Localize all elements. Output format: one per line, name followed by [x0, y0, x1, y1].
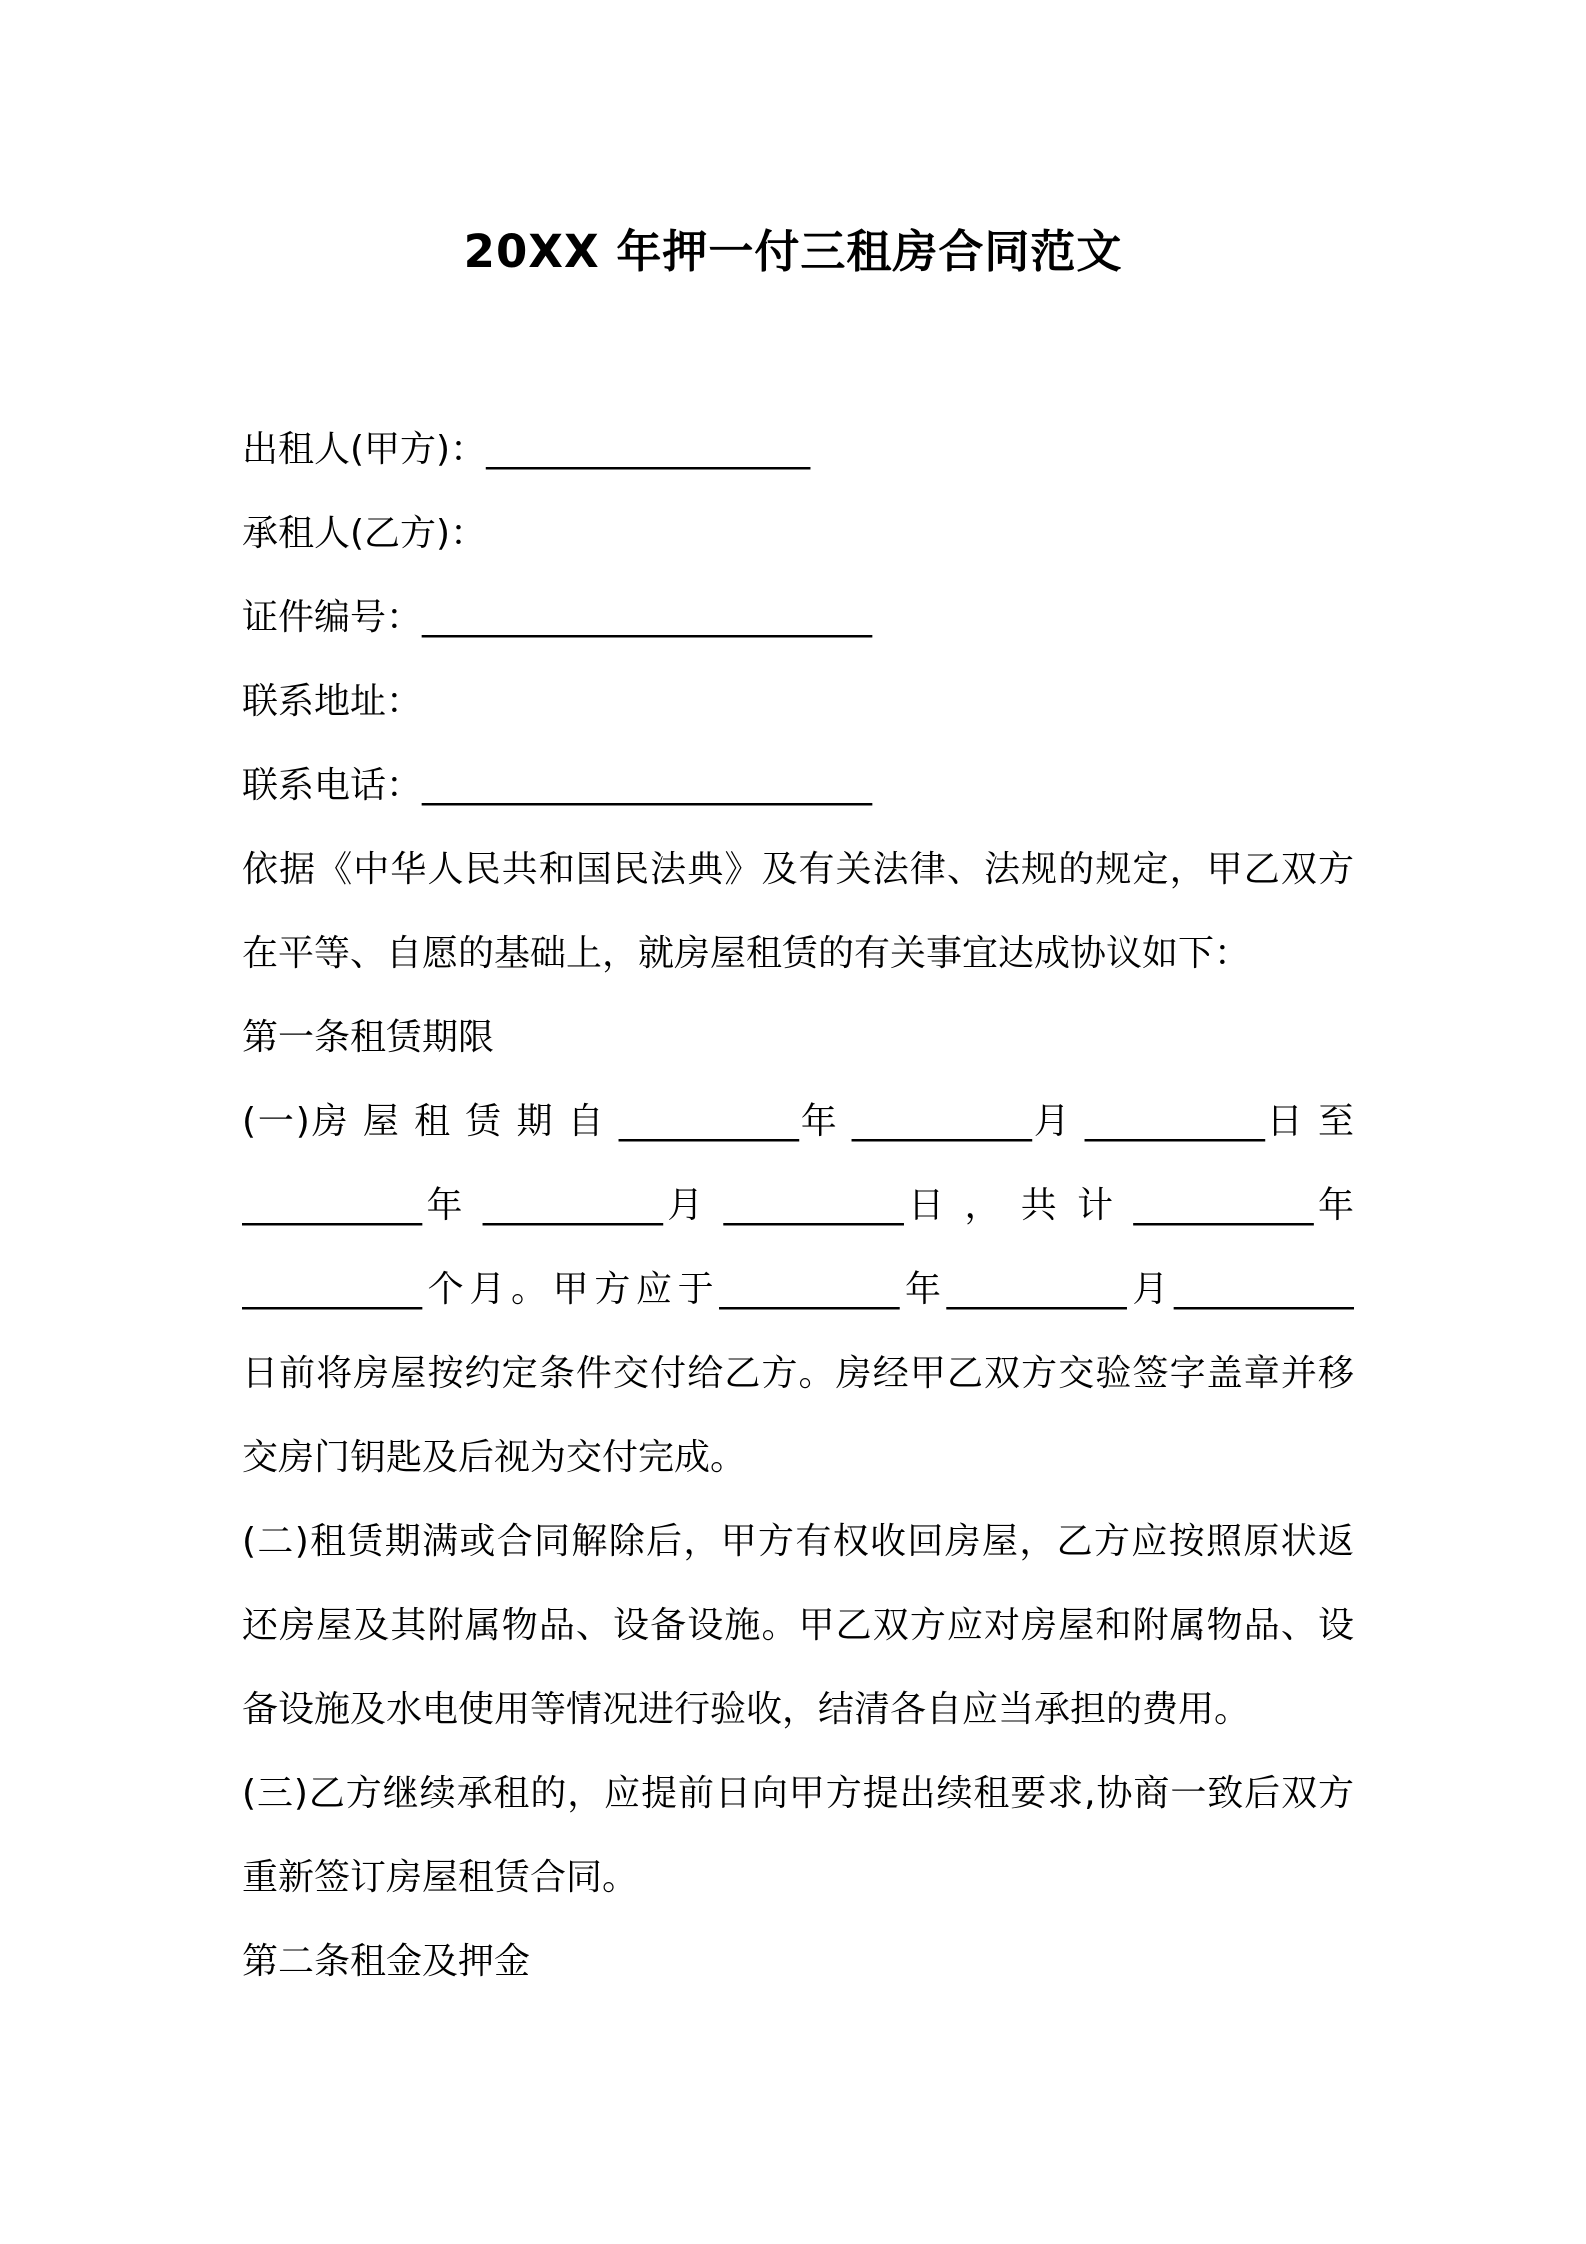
contact-phone-line: 联系电话：_________________________: [242, 765, 873, 806]
article-1-clause-1-line-3: __________个月。甲方应于__________年__________月__________: [242, 1269, 1354, 1310]
lessee-line: 承租人(乙方)：: [242, 513, 487, 554]
contact-address-line: 联系地址：: [242, 681, 423, 722]
article-1-clause-3-line-2: 重新签订房屋租赁合同。: [242, 1857, 639, 1898]
article-1-clause-2-line-2: 还房屋及其附属物品、设备设施。甲乙双方应对房屋和附属物品、设: [242, 1605, 1354, 1646]
article-1-clause-3-line-1: (三)乙方继续承租的，应提前日向甲方提出续租要求,协商一致后双方: [242, 1773, 1354, 1814]
lessor-line: 出租人(甲方)：__________________: [242, 429, 811, 470]
article-1-clause-1-line-5: 交房门钥匙及后视为交付完成。: [242, 1437, 747, 1478]
preamble-line-2: 在平等、自愿的基础上，就房屋租赁的有关事宜达成协议如下：: [242, 933, 1251, 974]
preamble-line-1: 依据《中华人民共和国民法典》及有关法律、法规的规定，甲乙双方: [242, 849, 1354, 890]
article-2-heading: 第二条租金及押金: [242, 1941, 531, 1982]
article-1-clause-1-line-2: __________年 __________月 __________日 ， 共 计 __________年: [242, 1185, 1354, 1226]
article-1-clause-2-line-3: 备设施及水电使用等情况进行验收，结清各自应当承担的费用。: [242, 1689, 1251, 1730]
document-body: [242, 408, 1354, 2004]
article-1-clause-1-line-4: 日前将房屋按约定条件交付给乙方。房经甲乙双方交验签字盖章并移: [242, 1353, 1354, 1394]
article-1-clause-1-line-1: (一)房 屋 租 赁 期 自 __________年 __________月 __________日 至: [242, 1101, 1354, 1142]
id-number-line: 证件编号：_________________________: [242, 597, 873, 638]
article-1-clause-2-line-1: (二)租赁期满或合同解除后，甲方有权收回房屋，乙方应按照原状返: [242, 1521, 1354, 1562]
document-title: 20XX 年押一付三租房合同范文: [463, 225, 1123, 278]
article-1-heading: 第一条租赁期限: [242, 1017, 495, 1058]
